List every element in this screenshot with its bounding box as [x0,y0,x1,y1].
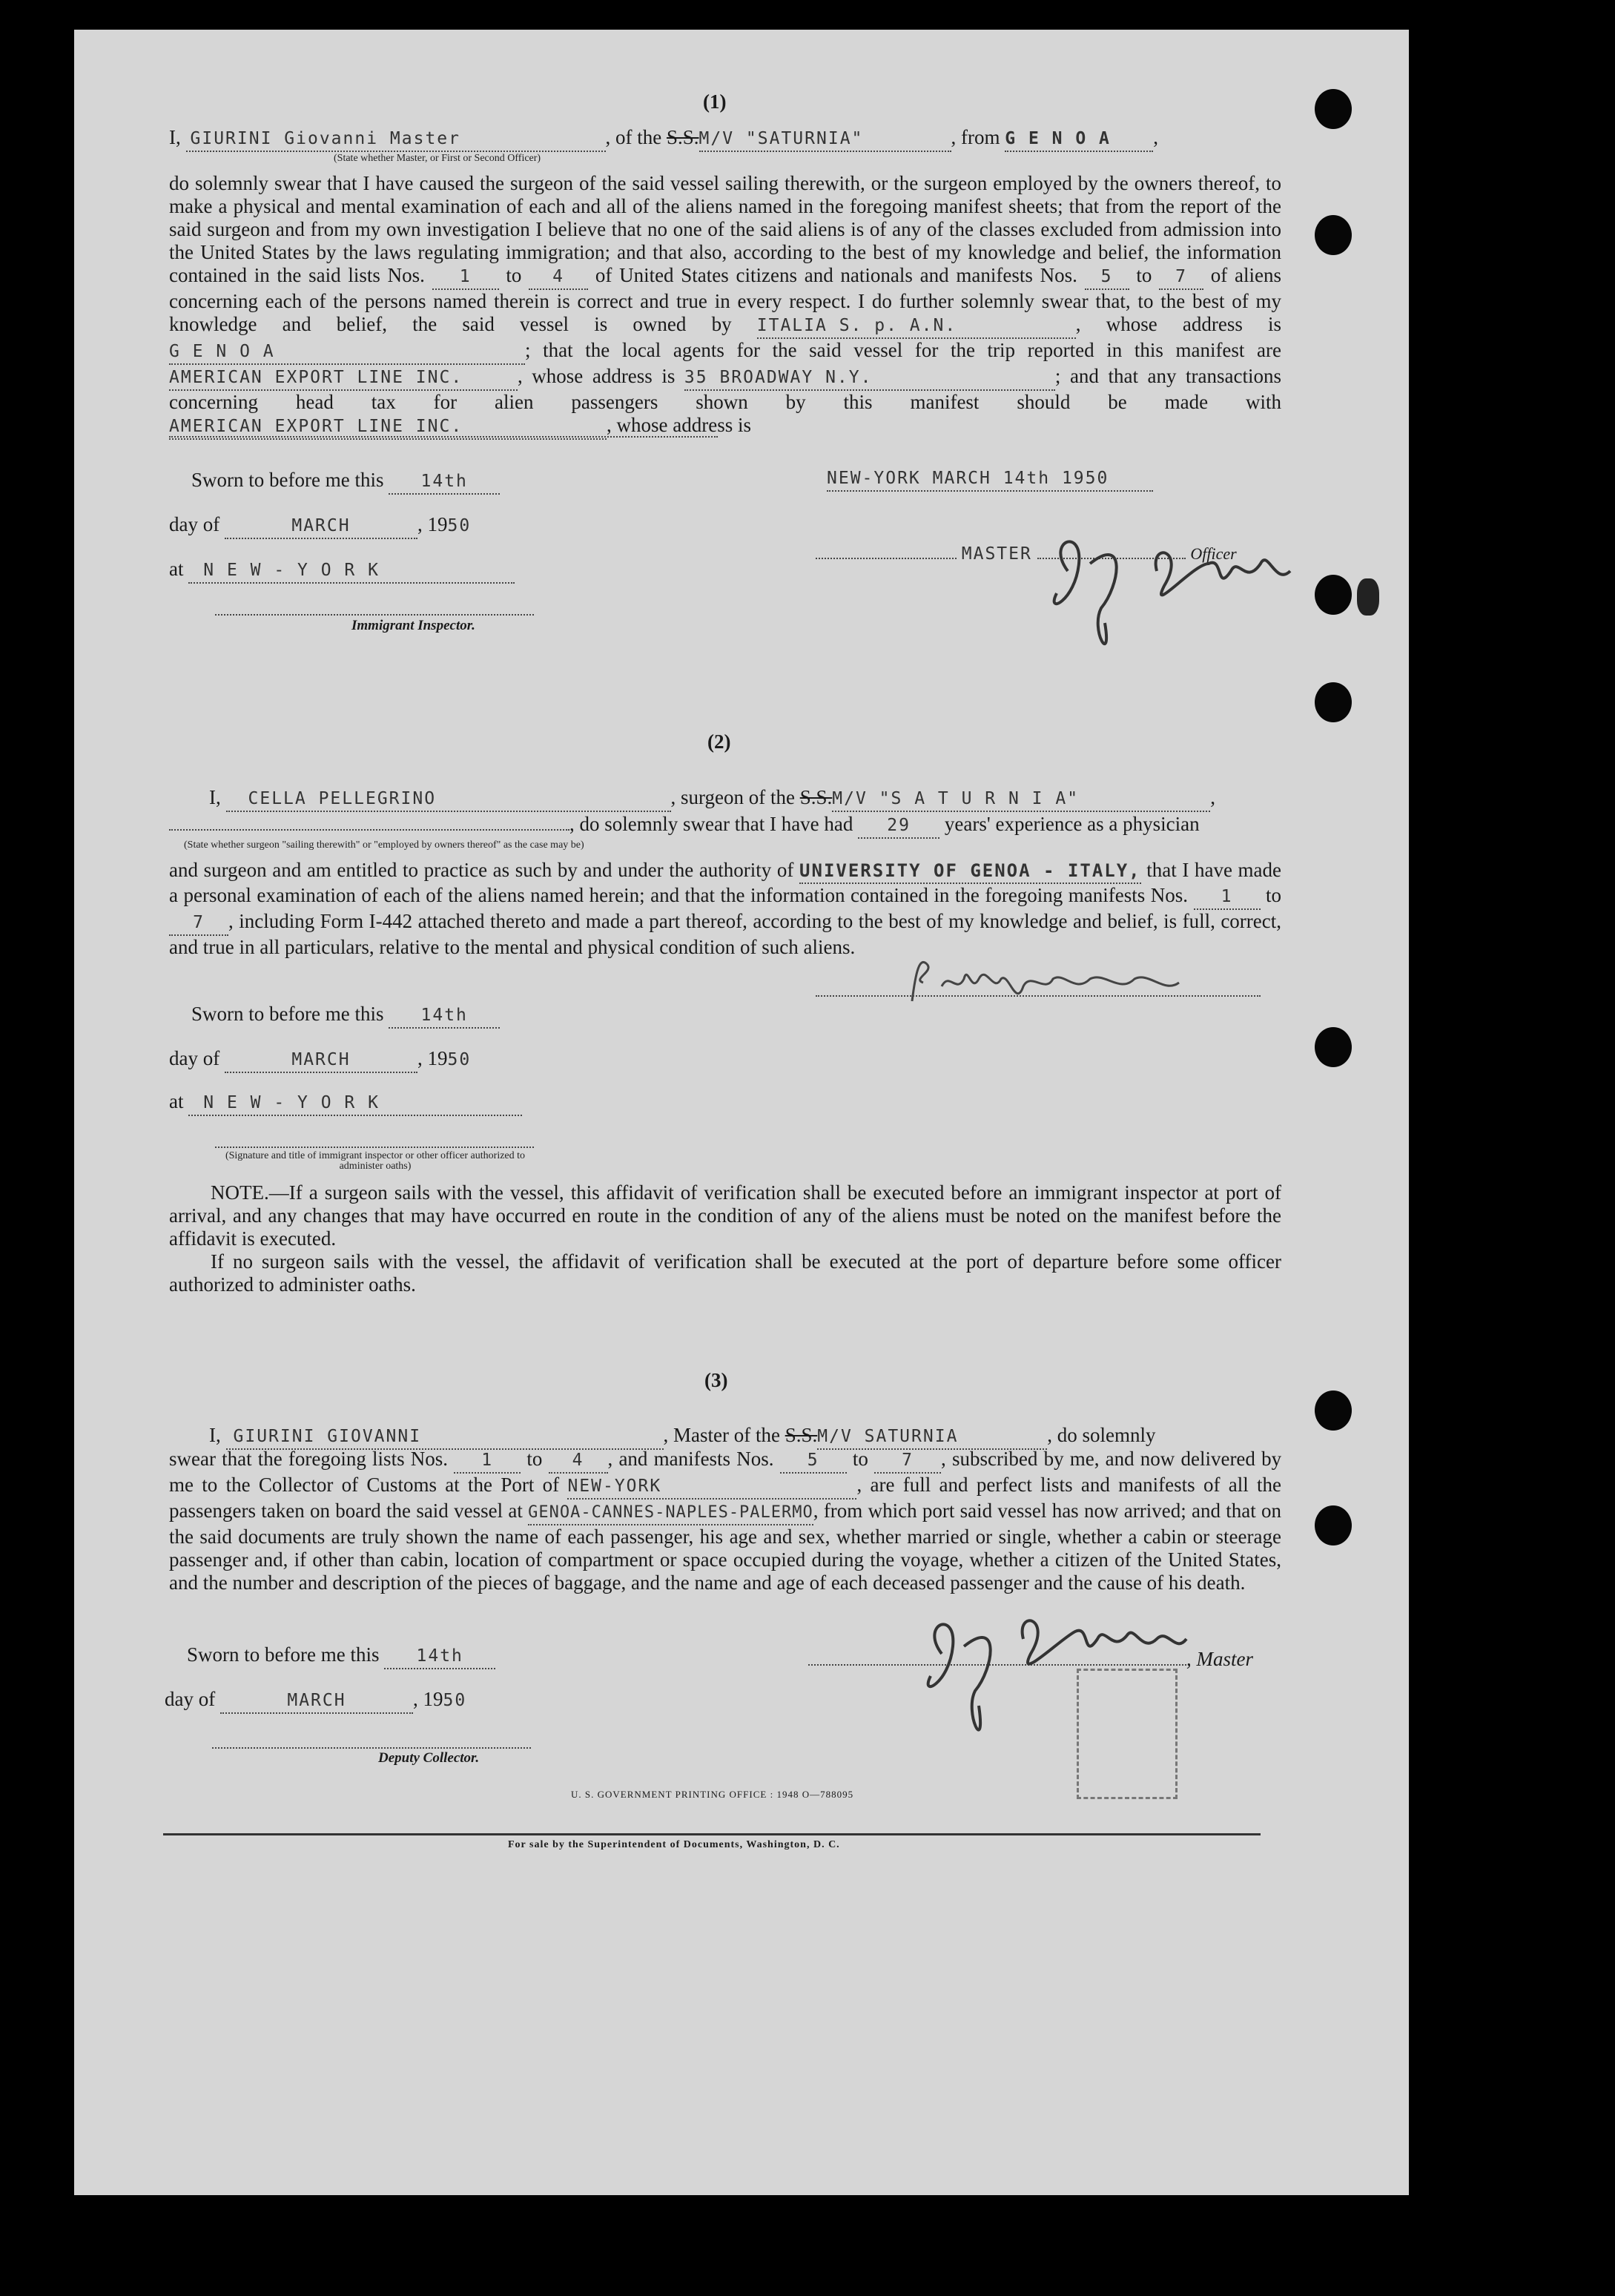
sailing-caption: (State whether surgeon "sailing therewith" or "employed by owners thereof" as the case may be) [184,839,584,851]
to-label: to [1136,264,1152,286]
body-text-3: therein is correct and true in every respect. I do further solemnly swear that, to the best of my knowledge and belief, [169,290,1281,335]
agent-field[interactable]: AMERICAN EXPORT LINE INC. [169,366,518,391]
for-sale-line: For sale by the Superintendent of Documents, Washington, D. C. [508,1839,840,1850]
surgeon-name-field[interactable]: CELLA PELLEGRINO [226,788,671,812]
sworn-line-2 [191,1003,500,1029]
sworn-month-field[interactable]: MARCH [225,1049,417,1073]
day-of-label: day of [169,1047,220,1069]
sworn-month-field[interactable]: MARCH [220,1689,413,1714]
year-prefix: , 19 [417,513,448,535]
year-prefix: , 19 [417,1047,448,1069]
address-rule [169,436,718,438]
signature-caption: (Signature and title of immigrant inspector or other officer authorized to administer oaths) [225,1150,526,1172]
body-text-1: port said vessel has now arrived; and that on the said documents are truly shown the name of each passenger, his age and sex, whether married or single, whether a cabin or steerage passenger and, if other than cabin, location of compartment or space occupied during the voyage, whether a citizen of the United States, and the number and description of the pieces of baggage, and the name and age of each deceased passenger and the cause of his death. [169,1500,1282,1594]
owner-address-field[interactable]: G E N O A [169,340,525,365]
surgeon-of-label: , surgeon of the [670,786,795,808]
footer-rule [163,1833,1261,1835]
manifests-label: foregoing manifests Nos. [985,884,1189,906]
punch-hole [1315,682,1352,722]
manifests-to-field[interactable]: 7 [874,1449,941,1474]
body-text-2b: of aliens concerning each of the persons named [169,264,1281,312]
day-of-line-3 [165,1688,466,1714]
affidavit-1-number: (1) [703,90,727,113]
agents-label: that the local agents for the said vessel for the trip reported in this manifest are [543,339,1281,361]
ports-field[interactable]: GENOA-CANNES-NAPLES-PALERMO [528,1501,813,1525]
from-which-label: , from which [813,1500,917,1522]
sworn-label: Sworn to before me this [191,1003,384,1025]
port-field[interactable]: G E N O A [1005,128,1153,152]
agent-address-label: whose address is [532,365,676,387]
master-name-field[interactable]: GIURINI GIOVANNI [226,1425,664,1450]
of-the-label: , of the [605,126,662,148]
manifests-from-field[interactable]: 1 [1194,885,1261,910]
inspector-caption: Immigrant Inspector. [351,618,475,633]
head-tax-field[interactable]: AMERICAN EXPORT LINE INC. [169,415,607,440]
surgeon-signature [897,949,1253,1016]
affidavit-3-number: (3) [704,1369,728,1391]
officer-label: Officer [1190,544,1237,563]
years-field[interactable]: 29 [858,814,939,839]
manifests-to-field[interactable]: 7 [169,911,228,936]
note-paragraph-2: If no surgeon sails with the vessel, the affidavit of verification shall be executed at the port of departure before some officer authorized to administer oaths. [169,1250,1281,1296]
sworn-place-field[interactable]: N E W - Y O R K [188,1092,522,1116]
sworn-label: Sworn to before me this [191,469,384,491]
collector-signature-line [212,1747,531,1749]
prefix: I, [209,786,221,808]
authority-field[interactable]: UNIVERSITY OF GENOA - ITALY, [799,860,1141,884]
taken-label: manifests of all the passengers taken on board the said vessel at [169,1474,1282,1522]
punch-hole [1315,215,1352,255]
inspector-signature-line [215,614,534,616]
whose-address-end-label: , whose address is [607,414,751,436]
whose-address-label: , whose address is [1075,313,1282,335]
vessel-field[interactable]: M/V SATURNIA [817,1425,1047,1450]
role-caption: (State whether Master, or First or Second Officer) [334,153,541,164]
master-of-label: , Master of the [663,1424,780,1446]
to-label: to [526,1448,543,1470]
day-of-line-1 [169,513,471,539]
sworn-label: Sworn to before me this [187,1643,380,1666]
at-line-1 [169,558,515,584]
owned-by-label: the said vessel is owned by [412,313,732,335]
to-label: to [852,1448,868,1470]
sworn-day-field[interactable]: 14th [384,1645,495,1669]
at-label: at [169,558,184,580]
ss-label: S.S. [799,786,833,808]
manifests-label: , and manifests Nos. [607,1448,774,1470]
to-label: to [506,264,522,286]
note-paragraph: NOTE.—If a surgeon sails with the vessel, this affidavit of verification shall be executed before an immigrant inspector at port of arrival, and any changes that may have occurred en route in the condition of any of the aliens must be noted on the manifest before the affidavit is executed. [169,1181,1281,1250]
master-title: MASTER [961,544,1032,564]
vessel-field[interactable]: M/V "SATURNIA" [699,128,951,152]
gpo-imprint: U. S. GOVERNMENT PRINTING OFFICE : 1948 O—788095 [571,1789,854,1800]
sworn-line-1 [191,469,500,495]
manifests-from-field[interactable]: 5 [1085,265,1129,290]
affidavit-1-header-line: I, GIURINI Giovanni Master , of the S.S.M/V "SATURNIA" , from G E N O A , [169,126,1158,152]
body-text-2a: of United States citizens and nationals and manifests Nos. [595,264,1077,286]
collector-port-field[interactable]: NEW-YORK [567,1475,856,1500]
agent-address-field[interactable]: 35 BROADWAY N.Y. [684,366,1055,391]
lists-label: swear that the foregoing lists Nos. [169,1448,448,1470]
full-label: , are full and perfect lists and [856,1474,1110,1496]
head-tax-label: ; and that any transactions concerning head tax for alien [169,365,1281,413]
body-text-1: that I have made a personal examination of each of the aliens named herein; and that the information contained in the [169,859,1282,906]
sworn-place-field[interactable]: N E W - Y O R K [188,559,515,584]
head-tax-label-2: passengers shown by this manifest should be made with [571,391,1282,413]
punch-hole [1315,1027,1352,1067]
master-signature-1 [1038,519,1379,682]
affidavit-2-number: (2) [707,730,731,753]
subscribed-label: , subscribed by me, and now [941,1448,1175,1470]
from-label: , from [951,126,1000,148]
punch-hole [1315,89,1352,129]
master-label: , Master [1186,1648,1253,1670]
officer-signature-line [215,1147,534,1148]
year-field[interactable]: 50 [447,516,472,535]
year-field[interactable]: 50 [443,1691,467,1710]
authority-label: and surgeon and am entitled to practice as such by and under the authority of [169,859,794,881]
collector-label: delivered by me to the Collector of Customs at the Port of [169,1448,1282,1496]
sworn-day-field[interactable]: 14th [389,1004,500,1029]
ss-label: S.S. [666,126,699,148]
sworn-day-field[interactable]: 14th [389,470,500,495]
collector-caption: Deputy Collector. [378,1750,480,1766]
prefix: I, [209,1424,221,1446]
swear-label: , do solemnly swear that I have had [569,813,853,835]
stamp [1077,1669,1178,1799]
sworn-month-field[interactable]: MARCH [225,515,417,539]
master-signature-3 [912,1594,1238,1787]
prefix: I, [169,126,181,148]
lists-from-field[interactable]: 1 [454,1449,521,1474]
body-text-2: , including Form I-442 attached thereto and made a part thereof, according to the best of my knowledge and belief, is full, correct, and true in all particulars, relative to the mental and physical condition of such aliens. [169,910,1281,958]
vessel-field[interactable]: M/V "S A T U R N I A" [832,788,1210,812]
manifests-from-field[interactable]: 5 [780,1449,847,1474]
manifests-to-field[interactable]: 7 [1159,265,1203,290]
punch-hole [1315,1505,1352,1545]
year-prefix: , 19 [412,1688,443,1710]
lists-to-field[interactable]: 4 [529,265,588,290]
lists-from-field[interactable]: 1 [432,265,499,290]
day-of-line-2 [169,1047,471,1073]
manifest-page [74,30,1409,2195]
to-label: to [1265,884,1281,906]
place-date: NEW-YORK MARCH 14th 1950 [827,467,1153,492]
swear-label: , do solemnly [1047,1424,1156,1446]
body-text-1: do solemnly swear that I have caused the surgeon of the said vessel sailing therewith, or the surgeon employed by the owners thereof, to make a physical and mental examination of each and all of the aliens named in the foregoing manifest sheets; that from the report of the said surgeon and from my own investigation I believe that no one of the said aliens is of any of the classes excluded from admission into the United States by the laws regulating immigration; and that also, according to the best of my knowledge and belief, the information contained in the said lists Nos. [169,172,1281,286]
at-label: at [169,1090,184,1112]
lists-to-field[interactable]: 4 [549,1449,608,1474]
affidavit-3-body [169,1448,1281,1594]
punch-hole [1315,1391,1352,1431]
day-of-label: day of [165,1688,216,1710]
year-field[interactable]: 50 [447,1050,472,1069]
affidavit-3-header-line [209,1424,1156,1450]
sworn-line-3 [187,1643,495,1669]
affidavit-2-header-line: I, CELLA PELLEGRINO , surgeon of the S.S.M/V "S A T U R N I A" , [209,786,1215,812]
owner-field[interactable]: ITALIA S. p. A.N. [757,314,1076,339]
master-name-field[interactable]: GIURINI Giovanni Master [186,128,606,152]
affidavit-2-line-2 [169,813,1200,839]
affidavit-1-body: do solemnly swear that I have caused the surgeon of the said vessel sailing therewith, or the surgeon employed by the owners thereof, to make a physical and mental examination of each and all of the aliens named in the foregoing manifest sheets; that from the report of the said surgeon and from my own investigation I believe that no one of the said aliens is of any of the classes excluded from admission into the United States by the laws regulating immigration; and that also, according to the best of my knowledge and belief, the information contained in the said lists Nos. 1 to 4 of United States citizens and nationals and manifests Nos. 5 to 7 of aliens concerning each of the persons named therein is correct and true in every respect. I do further solemnly swear that, to the best of my knowledge and belief, the said vessel is owned by ITALIA S. p. A.N. , whose address is G E N O A ; that the local agents for the said vessel for the trip reported in this manifest are AMERICAN EXPORT LINE INC. , whose address is 35 BROADWAY N.Y. ; and that any transactions concerning head tax for alien passengers shown by this manifest should be made with AMERICAN EXPORT LINE INC. , whose address is [169,172,1281,440]
day-of-label: day of [169,513,220,535]
ss-label: S.S. [785,1424,818,1446]
years-label: years' experience as a physician [944,813,1200,835]
affidavit-2-body [169,859,1281,959]
at-line-2 [169,1090,522,1116]
